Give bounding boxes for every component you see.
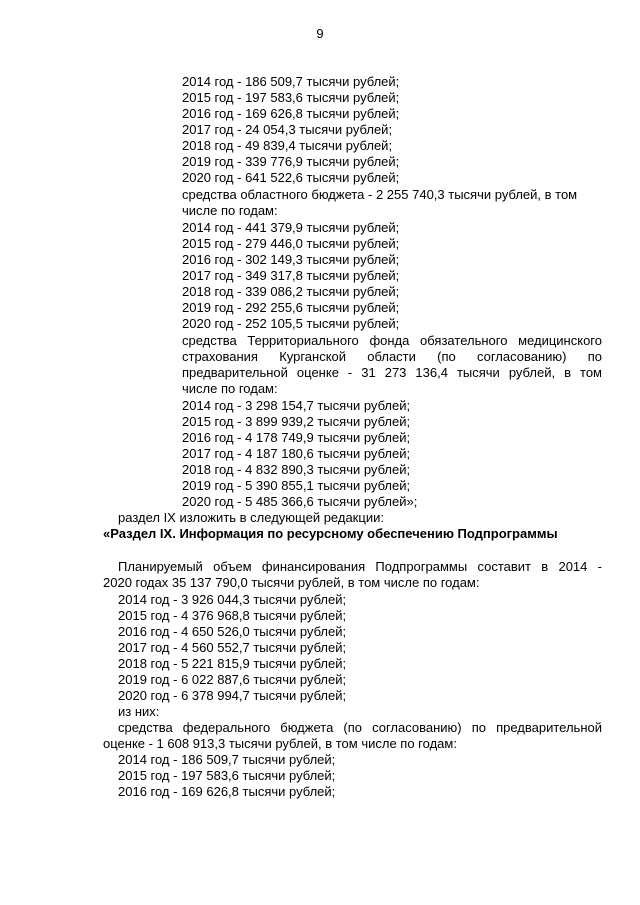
year-line: 2019 год - 5 390 855,1 тысячи рублей; — [182, 478, 411, 493]
regional-budget-line: числе по годам: — [182, 203, 278, 218]
year-line: 2016 год - 4 178 749,9 тысячи рублей; — [182, 430, 411, 445]
fund-line: предварительной оценке - 31 273 136,4 тысячи рублей, в том — [182, 365, 602, 380]
year-line: 2018 год - 5 221 815,9 тысячи рублей; — [118, 656, 347, 671]
year-line: 2020 год - 5 485 366,6 тысячи рублей»; — [182, 494, 418, 509]
year-line: 2017 год - 4 187 180,6 тысячи рублей; — [182, 446, 411, 461]
federal-budget-line: оценке - 1 608 913,3 тысячи рублей, в том числе по годам: — [103, 736, 457, 751]
year-line: 2017 год - 349 317,8 тысячи рублей; — [182, 268, 400, 283]
year-line: 2020 год - 6 378 994,7 тысячи рублей; — [118, 688, 347, 703]
year-line: 2015 год - 3 899 939,2 тысячи рублей; — [182, 414, 411, 429]
year-line: 2014 год - 3 926 044,3 тысячи рублей; — [118, 592, 347, 607]
fund-line: числе по годам: — [182, 381, 278, 396]
year-line: 2020 год - 252 105,5 тысячи рублей; — [182, 316, 400, 331]
year-line: 2016 год - 169 626,8 тысячи рублей; — [118, 784, 336, 799]
year-line: 2015 год - 197 583,6 тысячи рублей; — [182, 90, 400, 105]
fund-line: средства Территориального фонда обязательного медицинского — [182, 333, 602, 348]
year-line: 2014 год - 441 379,9 тысячи рублей; — [182, 220, 400, 235]
section-instruction: раздел IX изложить в следующей редакции: — [118, 510, 384, 525]
year-line: 2016 год - 4 650 526,0 тысячи рублей; — [118, 624, 347, 639]
year-line: 2017 год - 24 054,3 тысячи рублей; — [182, 122, 393, 137]
regional-budget-line: средства областного бюджета - 2 255 740,3 тысячи рублей, в том — [182, 187, 578, 202]
year-line: 2019 год - 339 776,9 тысячи рублей; — [182, 154, 400, 169]
year-line: 2016 год - 169 626,8 тысячи рублей; — [182, 106, 400, 121]
year-line: 2014 год - 3 298 154,7 тысячи рублей; — [182, 398, 411, 413]
year-line: 2015 год - 197 583,6 тысячи рублей; — [118, 768, 336, 783]
fund-line: страхования Курганской области (по согласованию) по — [182, 349, 602, 364]
year-line: 2018 год - 339 086,2 тысячи рублей; — [182, 284, 400, 299]
year-line: 2019 год - 292 255,6 тысячи рублей; — [182, 300, 400, 315]
year-line: 2015 год - 279 446,0 тысячи рублей; — [182, 236, 400, 251]
year-line: 2019 год - 6 022 887,6 тысячи рублей; — [118, 672, 347, 687]
year-line: 2014 год - 186 509,7 тысячи рублей; — [118, 752, 336, 767]
year-line: 2016 год - 302 149,3 тысячи рублей; — [182, 252, 400, 267]
year-line: 2017 год - 4 560 552,7 тысячи рублей; — [118, 640, 347, 655]
page-number: 9 — [316, 26, 324, 41]
section-heading: «Раздел IX. Информация по ресурсному обеспечению Подпрограммы — [103, 526, 558, 541]
year-line: 2015 год - 4 376 968,8 тысячи рублей; — [118, 608, 347, 623]
federal-budget-line: средства федерального бюджета (по согласованию) по предварительной — [118, 720, 602, 735]
year-line: 2018 год - 4 832 890,3 тысячи рублей; — [182, 462, 411, 477]
planned-funding-line: Планируемый объем финансирования Подпрограммы составит в 2014 - — [118, 559, 602, 574]
year-line: 2020 год - 641 522,6 тысячи рублей; — [182, 170, 400, 185]
year-line: 2014 год - 186 509,7 тысячи рублей; — [182, 74, 400, 89]
year-line: 2018 год - 49 839,4 тысячи рублей; — [182, 138, 393, 153]
of-them-label: из них: — [118, 704, 160, 719]
planned-funding-line: 2020 годах 35 137 790,0 тысячи рублей, в том числе по годам: — [103, 575, 480, 590]
